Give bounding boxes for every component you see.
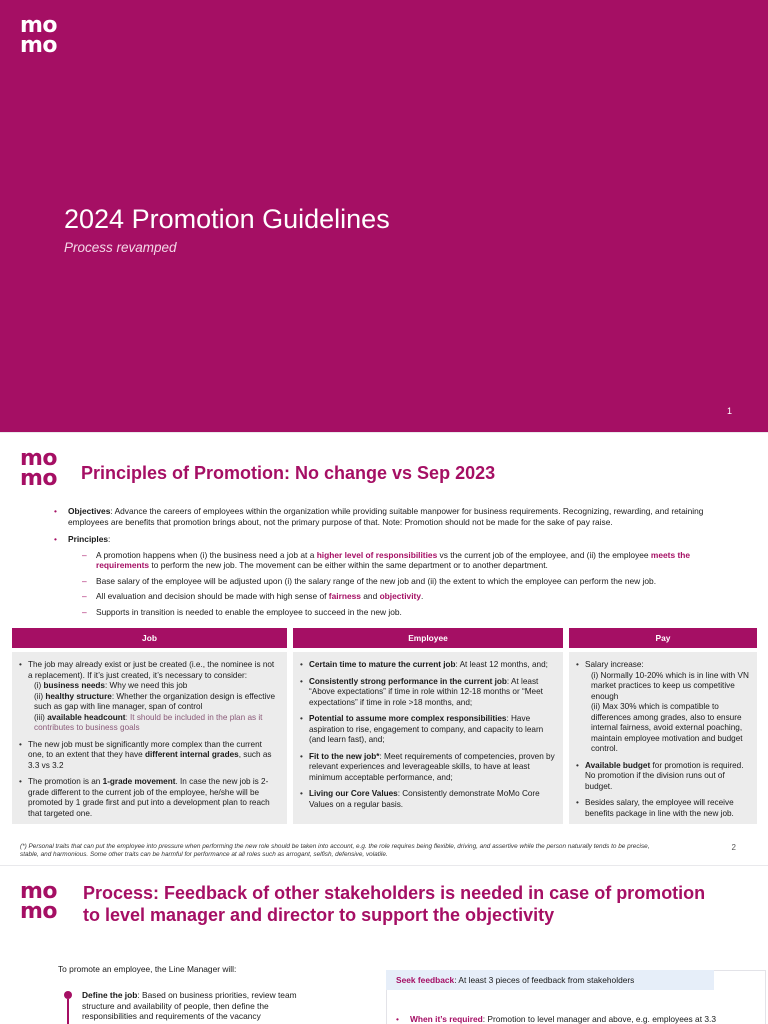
principle-item: – Base salary of the employee will be adjusted upon (i) the salary range of the new job and (ii) the extent to which the employee can perform the new job. [68,576,744,587]
footnote: (*) Personal traits that can put the employee into pressure when performing the new role should be taken into account, e.g. the role requires being flexible, driving, and assertive while the person naturally tends to be precise, stable, and harmonious. Some other traits can be harmful for performance at all roles such as arrogant, selfish, defensive, volatile. [20,843,650,858]
column-body: • The job may already exist or just be created (i.e., the nominee is not a replacement). If it’s just created, it’s necessary to consider: (i) business needs: Why we need this job (ii) healthy structure: Whether the organization design is effective such as gap with line manager, span of control (iii) available headcount: It should be included in the plan as it contributes to business goals • The new job must be significantly more complex than the current one, to an extent that they have different internal grades, such as 3.3 vs 3.2 • The promotion is an 1-grade movement. In case the new job is 2-grade different to the current job of the employee, he/she will be promoted by 1 grade first and put into a development plan to reach that targeted one. [12,652,287,824]
step-marker-icon [64,991,72,999]
objectives-bullet: • Objectives: Advance the careers of employees within the organization while providing suitable manpower for business requirements. Recognizing, rewarding, and retaining employees are benefits that promotion brings about, not the primary purpose of that. Note: Promotion should not be made for the sake of pay raise. [54,506,744,527]
title-slide [0,0,768,432]
slide-title: Principles of Promotion: No change vs Sep 2023 [81,463,496,483]
timeline-connector [67,999,69,1024]
page-number: 1 [726,406,732,416]
deck-subtitle: Process revamped [64,240,177,255]
column-header: Employee [293,628,563,648]
momo-logo: mo mo [20,13,58,58]
principle-item: – A promotion happens when (i) the business need a job at a higher level of responsibilities vs the current job of the employee, and (ii) the employee meets the requirements to perform the new job. The movement can be either within the same department or to another department. [68,550,744,571]
when-required-item: • When it’s required: Promotion to level manager and above, e.g. employees at 3.3 [396,1014,736,1024]
deck-title: 2024 Promotion Guidelines [64,204,390,234]
principles-slide [0,433,768,865]
principle-item: – Supports in transition is needed to enable the employee to succeed in the new job. [68,607,744,618]
principles-body [54,506,744,624]
feedback-header: Seek feedback: At least 3 pieces of feedback from stakeholders [386,970,714,990]
principles-bullet: • Principles: – A promotion happens when (i) the business need a job at a higher level of responsibilities vs the current job of the employee, and (ii) the employee meets the requirements to perform the new job. The movement can be either within the same department or to another department. – Base salary of the employee will be adjusted upon (i) the salary range of the new job and (ii) the extent to which the employee can perform the new job. – All evaluation and decision should be made with high sense of fairness and objectivity. – Supports in transition is needed to enable the employee to succeed in the new job. [54,534,744,617]
momo-logo: mo mo [20,879,58,924]
process-slide [0,866,768,1024]
momo-logo: mo mo [20,446,58,491]
principle-item: – All evaluation and decision should be made with high sense of fairness and objectivity. [68,591,744,602]
column-body: • Salary increase: (i) Normally 10-20% which is in line with VN market practices to keep us competitive enough (ii) Max 30% which is compatible to differences among grades, also to ensure internal fairness, avoid external poaching, maintain employee motivation and budget control. • Available budget for promotion is required. No promotion if the division runs out of budget. • Besides salary, the employee will receive benefits package in line with the new job. [569,652,757,824]
intro-text: To promote an employee, the Line Manager will: [58,964,237,974]
column-header: Job [12,628,287,648]
job-column [12,628,287,824]
page-number: 2 [731,843,736,852]
pay-column [569,628,757,824]
employee-column [293,628,563,824]
step-define-job: Define the job: Based on business priorities, review team structure and availability of people, then define the responsibilities and requirements of the vacancy [82,990,297,1021]
column-header: Pay [569,628,757,648]
slide-title: Process: Feedback of other stakeholders is needed in case of promotion to level manager and director to support the objectivity [83,883,706,925]
column-body: • Certain time to mature the current job: At least 12 months, and; • Consistently strong performance in the current job: At least “Above expectations” if time in role within 12-18 months or “Meet expectations” if time in role >18 months, and; • Potential to assume more complex responsibilities: Have aspiration to rise, engagement to company, and capacity to learn (and learn fast), and; • Fit to the new job*: Meet requirements of competencies, proven by relevant experiences and leverageable skills, to have at least minimum acceptable performance, and; • Living our Core Values: Consistently demonstrate MoMo Core Values on a regular basis. [293,652,563,824]
